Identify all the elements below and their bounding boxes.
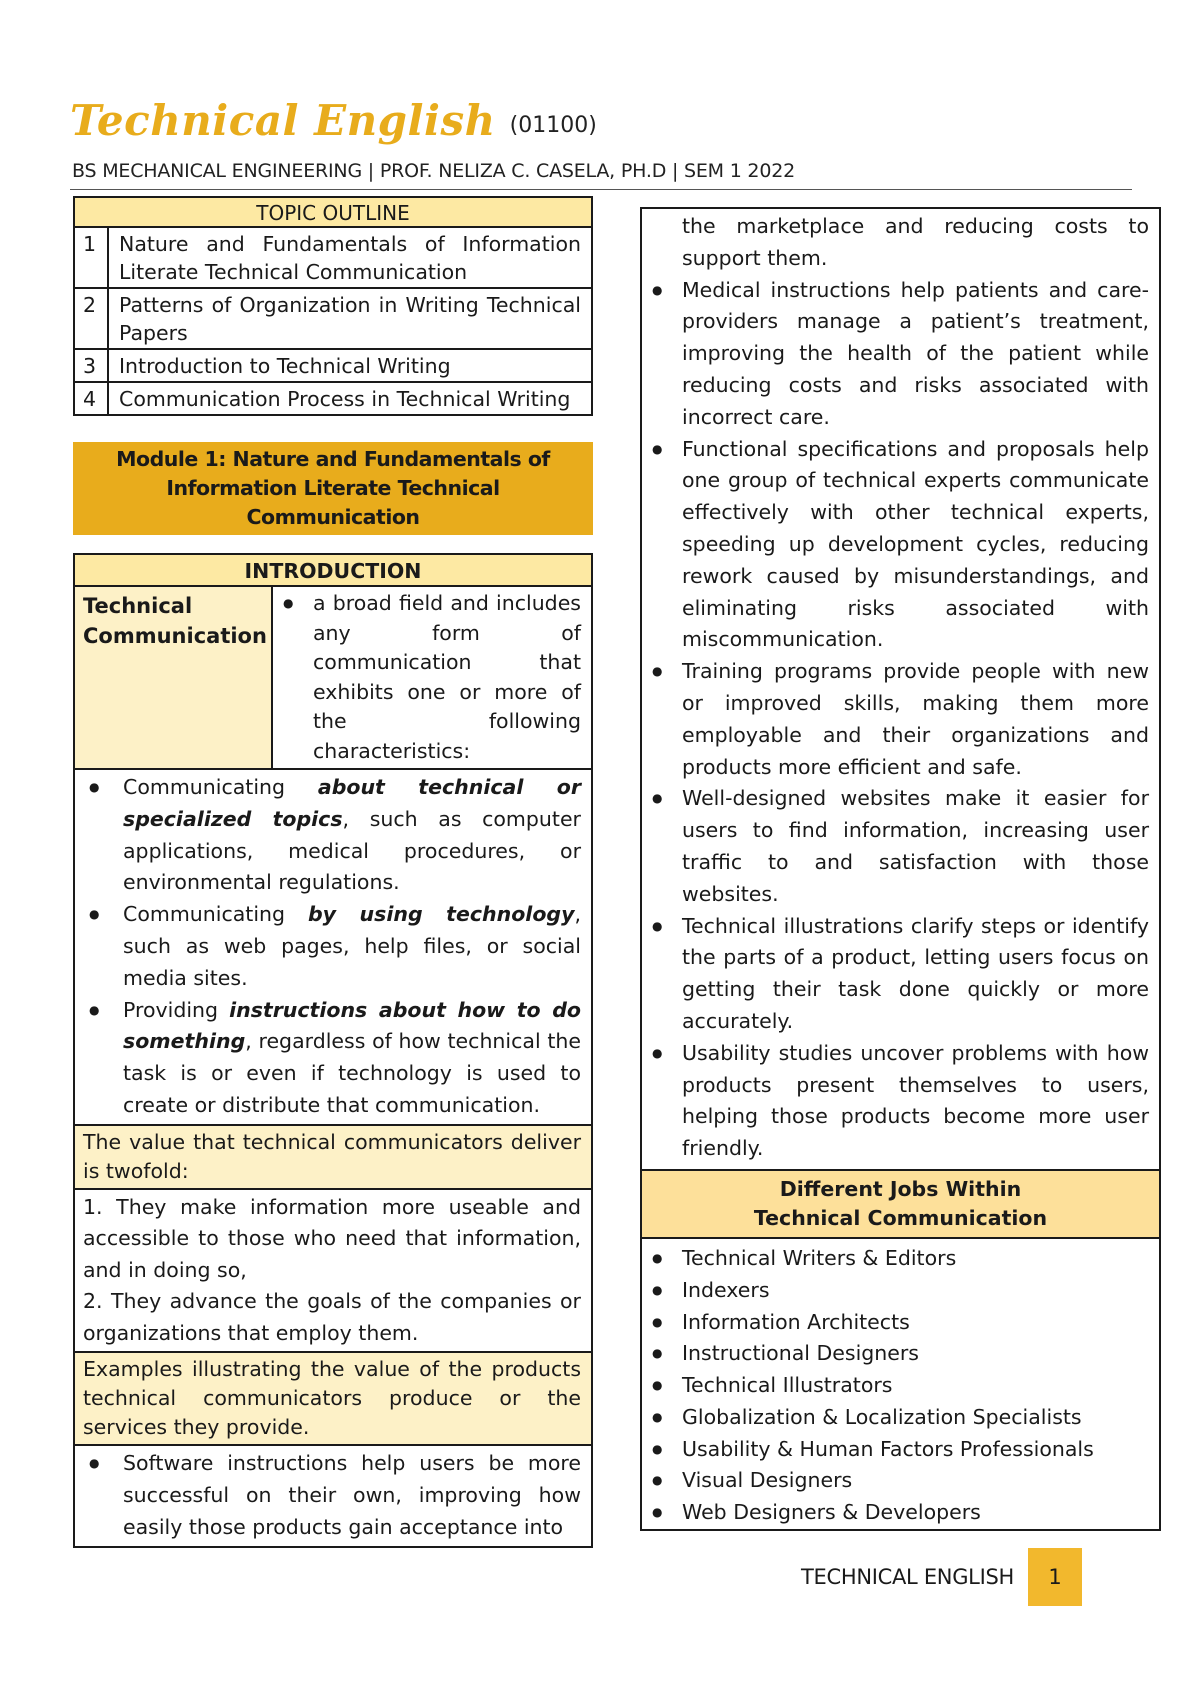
list-item: ● Instructional Designers <box>646 1338 1149 1370</box>
table-row <box>74 349 592 382</box>
footer-label: TECHNICAL ENGLISH <box>800 1565 1014 1589</box>
value-item: 2. They advance the goals of the companies or organizations that employ them. <box>83 1289 581 1345</box>
topic-text: Nature and Fundamentals of Information Literate Technical Communication <box>108 227 592 288</box>
course-code: (01100) <box>509 113 597 138</box>
table-row <box>74 227 592 288</box>
value-heading: The value that technical communicators deliver is twofold: <box>75 1126 591 1190</box>
list-item: ● Software instructions help users be more successful on their own, improving how easily those products gain acceptance into <box>81 1448 581 1543</box>
list-item-continuation: the marketplace and reducing costs to support them. <box>682 214 1149 270</box>
list-item: ● Communicating by using technology, such as web pages, help files, or social media sites. <box>81 899 581 994</box>
list-item: ● Visual Designers <box>646 1465 1149 1497</box>
emphasis-text: instructions about how to do something <box>123 997 581 1054</box>
list-item: ● Technical Illustrators <box>646 1370 1149 1402</box>
list-item: ● Well-designed websites make it easier for users to find information, increasing user traffic to and satisfaction with those websites. <box>646 783 1149 910</box>
module-title-line: Module 1: Nature and Fundamentals of <box>116 447 550 471</box>
jobs-list <box>642 1239 1159 1529</box>
examples-list-start <box>75 1446 591 1545</box>
list-item <box>277 589 581 766</box>
document-title <box>70 72 597 145</box>
list-item: ● Globalization & Localization Specialists <box>646 1402 1149 1434</box>
list-item: ● Medical instructions help patients and care-providers manage a patient’s treatment, improving the health of the patient while reducing costs and risks associated with incorrect care. <box>646 275 1149 434</box>
examples-heading: Examples illustrating the value of the products technical communicators produce or the services they provide. <box>75 1353 591 1446</box>
value-list <box>75 1190 591 1354</box>
topic-outline-heading: TOPIC OUTLINE <box>74 197 592 227</box>
table-row <box>74 288 592 349</box>
list-item: ● Functional specifications and proposals help one group of technical experts communicate effectively with other technical experts, speeding up development cycles, reducing rework caused by misunderstandings, and eliminating risks associated with miscommunication. <box>646 434 1149 657</box>
topic-number: 1 <box>74 227 108 288</box>
definition-row <box>75 587 591 770</box>
list-item: ● Usability & Human Factors Professionals <box>646 1434 1149 1466</box>
emphasis-text: about technical or specialized topics <box>123 775 581 831</box>
left-column <box>73 196 593 1548</box>
list-item: ● Providing instructions about how to do something, regardless of how technical the task is or even if technology is used to create or distribute that communication. <box>81 995 581 1122</box>
list-item: ● Communicating about technical or specialized topics, such as computer applications, medical procedures, or environmental regulations. <box>81 772 581 899</box>
list-item: ● Indexers <box>646 1275 1149 1307</box>
jobs-heading: Different Jobs Within Technical Communication <box>642 1169 1159 1239</box>
course-subtitle: BS MECHANICAL ENGINEERING | PROF. NELIZA C. CASELA, PH.D | SEM 1 2022 <box>72 160 795 182</box>
right-column <box>640 207 1161 1531</box>
topic-number: 3 <box>74 349 108 382</box>
characteristics-list <box>75 770 591 1126</box>
module-title-line: Information Literate Technical Communication <box>166 476 500 529</box>
module-heading <box>73 442 593 535</box>
examples-continued <box>642 209 1159 1165</box>
page-number: 1 <box>1028 1548 1082 1606</box>
emphasis-text: by using technology <box>307 902 575 927</box>
topic-text: Communication Process in Technical Writing <box>108 382 592 415</box>
list-item: ● Training programs provide people with new or improved skills, making them more employable and their organizations and products more efficient and safe. <box>646 656 1149 783</box>
list-item: ● Technical Writers & Editors <box>646 1243 1149 1275</box>
course-title: Technical English <box>70 96 496 145</box>
table-row <box>74 382 592 415</box>
list-item: ● Web Designers & Developers <box>646 1497 1149 1529</box>
topic-number: 2 <box>74 288 108 349</box>
list-item: ● Information Architects <box>646 1307 1149 1339</box>
definition-body <box>273 587 591 768</box>
topic-number: 4 <box>74 382 108 415</box>
list-item: ● Usability studies uncover problems with how products present themselves to users, helping those products become more user friendly. <box>646 1038 1149 1165</box>
topic-text: Introduction to Technical Writing <box>108 349 592 382</box>
topic-outline-table <box>73 196 593 416</box>
introduction-box <box>73 553 593 1548</box>
topic-text: Patterns of Organization in Writing Technical Papers <box>108 288 592 349</box>
introduction-heading: INTRODUCTION <box>75 555 591 587</box>
list-item: ● Technical illustrations clarify steps or identify the parts of a product, letting users focus on getting their task done quickly or more accurately. <box>646 911 1149 1038</box>
definition-text: a broad field and includes any form of communication that exhibits one or more of the following characteristics: <box>313 591 581 763</box>
value-item: 1. They make information more useable and accessible to those who need that information, and in doing so, <box>83 1194 581 1282</box>
header-divider <box>70 189 1132 190</box>
page-footer <box>801 1548 1082 1606</box>
definition-term: Technical Communication <box>75 587 273 768</box>
